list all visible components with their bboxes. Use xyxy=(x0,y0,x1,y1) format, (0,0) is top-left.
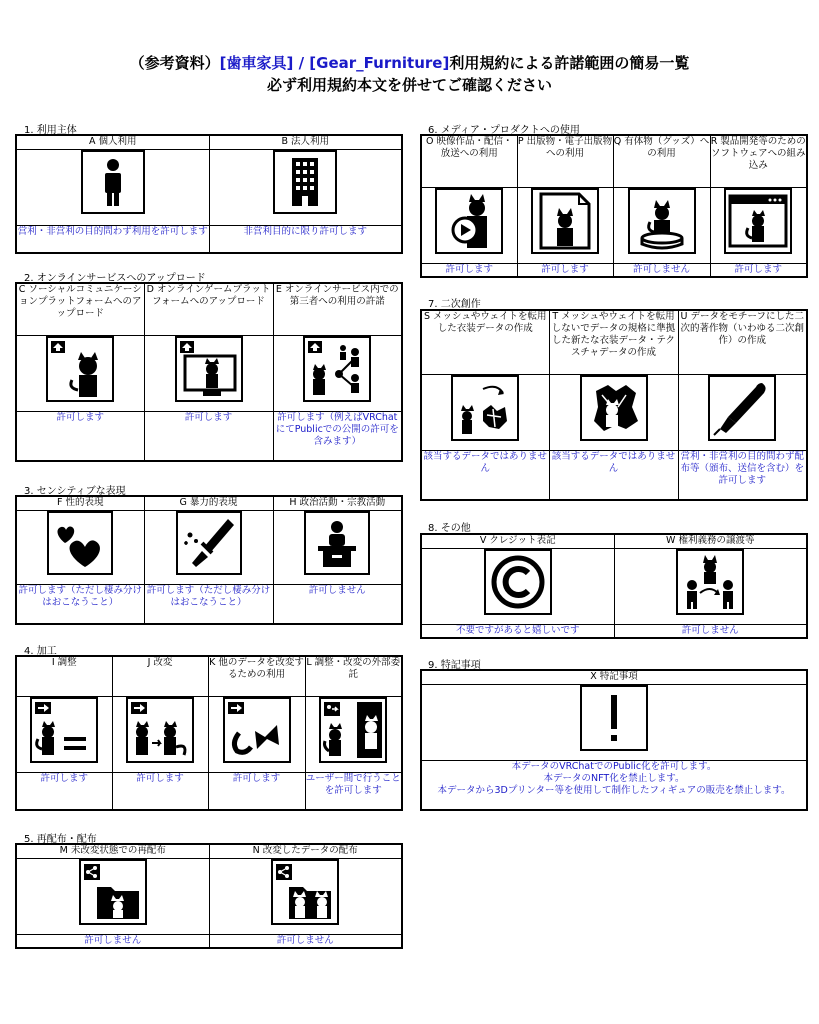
item-x-icon-cell xyxy=(421,684,807,760)
section-6-table xyxy=(420,134,808,278)
item-u-result: 営利・非営利の目的問わず配布等（頒布、送信を含む）を許可します xyxy=(678,450,807,500)
software-icon xyxy=(724,188,792,254)
modify-icon xyxy=(126,697,194,763)
item-c-icon-cell xyxy=(16,335,144,411)
section-2-table xyxy=(15,282,403,462)
section-9-table xyxy=(420,669,808,811)
item-m-head: M 未改変状態での再配布 xyxy=(16,844,209,858)
item-v-icon-cell xyxy=(421,548,614,624)
item-l-head: L 調整・改変の外部委託 xyxy=(305,656,402,696)
special-note-2: 本データのNFT化を禁止します。 xyxy=(543,772,685,784)
item-e-head: E オンラインサービス内での第三者への利用の許諾 xyxy=(273,283,402,335)
section-7-label: 7. 二次創作 xyxy=(428,299,481,310)
item-a-head: A 個人利用 xyxy=(16,135,209,149)
item-t-icon-cell xyxy=(549,374,678,450)
knife-icon xyxy=(176,511,242,575)
item-o-icon-cell xyxy=(421,187,517,263)
item-d-result: 許可します xyxy=(144,411,273,461)
item-k-head: K 他のデータを改変するための利用 xyxy=(208,656,305,696)
adjust-icon xyxy=(30,697,98,763)
item-h-result: 許可しません xyxy=(273,584,402,624)
use-for-other-data-icon xyxy=(223,697,291,763)
video-icon xyxy=(435,188,503,254)
transfer-rights-icon xyxy=(676,549,744,615)
item-h-head: H 政治活動・宗教活動 xyxy=(273,496,402,510)
item-d-head: D オンラインゲームプラットフォームへのアップロード xyxy=(144,283,273,335)
item-w-icon-cell xyxy=(614,548,807,624)
item-j-head: J 改変 xyxy=(112,656,208,696)
item-k-result: 許可します xyxy=(208,772,305,810)
special-note-3: 本データから3Dプリンター等を使用して制作したフィギュアの販売を禁止します。 xyxy=(437,784,791,796)
section-5-label: 5. 再配布・配布 xyxy=(24,834,97,845)
section-6-label: 6. メディア・プロダクトへの使用 xyxy=(428,125,580,136)
item-a-icon-cell xyxy=(16,149,209,225)
section-4-label: 4. 加工 xyxy=(24,646,57,657)
section-2-label: 2. オンラインサービスへのアップロード xyxy=(24,273,206,284)
section-8-table xyxy=(420,533,808,639)
item-n-result: 許可しません xyxy=(209,934,402,948)
item-h-icon-cell xyxy=(273,510,402,584)
section-3-label: 3. センシティブな表現 xyxy=(24,486,126,497)
copyright-icon xyxy=(484,549,552,615)
item-c-head: C ソーシャルコミュニケーションプラットフォームへのアップロード xyxy=(16,283,144,335)
item-d-icon-cell xyxy=(144,335,273,411)
redistribute-icon xyxy=(79,859,147,925)
item-s-icon-cell xyxy=(421,374,549,450)
title-brand: [歯車家具] / [Gear_Furniture] xyxy=(219,54,450,72)
item-a-result: 営利・非営利の目的問わず利用を許可します xyxy=(16,225,209,253)
item-o-head: O 映像作品・配信・放送への利用 xyxy=(421,135,517,187)
item-r-result: 許可します xyxy=(710,263,807,277)
item-f-head: F 性的表現 xyxy=(16,496,144,510)
item-b-head: B 法人利用 xyxy=(209,135,402,149)
item-e-icon-cell xyxy=(273,335,402,411)
item-m-icon-cell xyxy=(16,858,209,934)
item-f-result: 許可します（ただし棲み分けはおこなうこと） xyxy=(16,584,144,624)
pen-icon xyxy=(708,375,776,441)
item-q-head: Q 有体物（グッズ）への利用 xyxy=(613,135,710,187)
item-v-result: 不要ですがあると嬉しいです xyxy=(421,624,614,638)
costume-mesh-icon xyxy=(451,375,519,441)
item-w-head: W 権利義務の譲渡等 xyxy=(614,534,807,548)
item-p-result: 許可します xyxy=(517,263,613,277)
outsourcing-icon xyxy=(319,697,387,763)
item-c-result: 許可します xyxy=(16,411,144,461)
item-w-result: 許可しません xyxy=(614,624,807,638)
item-n-head: N 改変したデータの配布 xyxy=(209,844,402,858)
item-o-result: 許可します xyxy=(421,263,517,277)
item-g-icon-cell xyxy=(144,510,273,584)
item-r-icon-cell xyxy=(710,187,807,263)
item-i-result: 許可します xyxy=(16,772,112,810)
item-v-head: V クレジット表記 xyxy=(421,534,614,548)
title-suffix: 利用規約による許諾範囲の簡易一覧 xyxy=(449,54,690,72)
item-p-head: P 出版物・電子出版物への利用 xyxy=(517,135,613,187)
item-l-result: ユーザー間で行うことを許可します xyxy=(305,772,402,810)
item-e-result: 許可します（例えばVRChatにてPublicでの公開の許可を含みます） xyxy=(273,411,402,461)
item-i-head: I 調整 xyxy=(16,656,112,696)
section-5-table xyxy=(15,843,403,949)
section-7-table xyxy=(420,309,808,501)
distribute-modified-icon xyxy=(271,859,339,925)
item-t-result: 該当するデータではありません xyxy=(549,450,678,500)
section-9-label: 9. 特記事項 xyxy=(428,660,481,671)
section-3-table xyxy=(15,495,403,625)
item-f-icon-cell xyxy=(16,510,144,584)
costume-new-icon xyxy=(580,375,648,441)
item-b-result: 非営利目的に限り許可します xyxy=(209,225,402,253)
item-s-result: 該当するデータではありません xyxy=(421,450,549,500)
item-b-icon-cell xyxy=(209,149,402,225)
section-8-label: 8. その他 xyxy=(428,523,471,534)
goods-figure-icon xyxy=(628,188,696,254)
upload-social-icon xyxy=(46,336,114,402)
item-x-head: X 特記事項 xyxy=(421,670,807,684)
item-r-head: R 製品開発等のためのソフトウェアへの組み込み xyxy=(710,135,807,187)
item-g-head: G 暴力的表現 xyxy=(144,496,273,510)
item-q-result: 許可しません xyxy=(613,263,710,277)
item-u-icon-cell xyxy=(678,374,807,450)
item-t-head: T メッシュやウェイトを転用しないでデータの規格に準拠した新たな衣装データ・テクスチャデータの作成 xyxy=(549,310,678,374)
exclamation-icon xyxy=(580,685,648,751)
title-prefix: （参考資料） xyxy=(129,54,220,72)
section-4-table xyxy=(15,655,403,811)
item-j-icon-cell xyxy=(112,696,208,772)
item-k-icon-cell xyxy=(208,696,305,772)
item-n-icon-cell xyxy=(209,858,402,934)
document-title xyxy=(0,52,819,73)
person-icon xyxy=(81,150,145,214)
item-j-result: 許可します xyxy=(112,772,208,810)
third-party-share-icon xyxy=(303,336,371,402)
item-p-icon-cell xyxy=(517,187,613,263)
podium-speaker-icon xyxy=(304,511,370,575)
hearts-icon xyxy=(47,511,113,575)
item-s-head: S メッシュやウェイトを転用した衣装データの作成 xyxy=(421,310,549,374)
publication-icon xyxy=(531,188,599,254)
section-1-table xyxy=(15,134,403,254)
item-m-result: 許可しません xyxy=(16,934,209,948)
item-u-head: U データをモチーフにした二次的著作物（いわゆる二次創作）の作成 xyxy=(678,310,807,374)
item-g-result: 許可します（ただし棲み分けはおこなうこと） xyxy=(144,584,273,624)
upload-game-icon xyxy=(175,336,243,402)
item-x-result xyxy=(421,760,807,810)
item-i-icon-cell xyxy=(16,696,112,772)
section-1-label: 1. 利用主体 xyxy=(24,125,77,136)
item-l-icon-cell xyxy=(305,696,402,772)
building-icon xyxy=(273,150,337,214)
special-note-1: 本データのVRChatでのPublic化を許可します。 xyxy=(511,760,717,772)
item-q-icon-cell xyxy=(613,187,710,263)
document-subtitle: 必ず利用規約本文を併せてご確認ください xyxy=(266,76,552,94)
